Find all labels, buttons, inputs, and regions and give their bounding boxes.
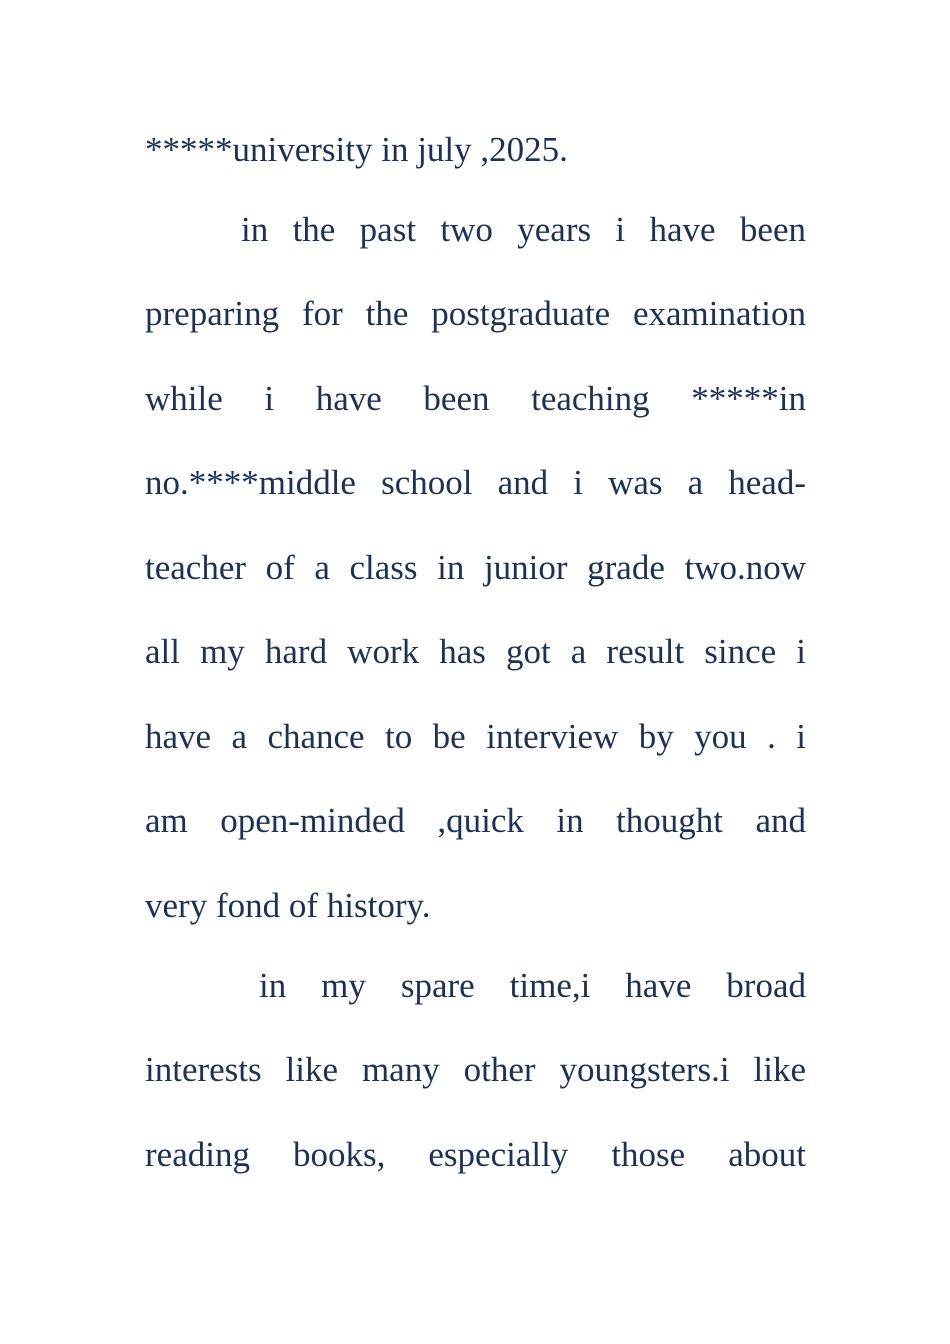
text-line: no.****middle school and i was a head- (145, 463, 806, 502)
text-line: teacher of a class in junior grade two.now (145, 548, 806, 587)
paragraph-first-line: in my spare time,i have broad (259, 966, 806, 1005)
text-line: preparing for the postgraduate examination (145, 294, 806, 333)
text-line: all my hard work has got a result since i (145, 632, 806, 671)
text-line: interests like many other youngsters.i like (145, 1050, 806, 1089)
text-line: while i have been teaching *****in (145, 379, 806, 418)
text-line: very fond of history. (145, 886, 431, 925)
text-line: *****university in july ,2025. (145, 130, 568, 169)
text-line: have a chance to be interview by you . i (145, 717, 806, 756)
text-line: am open-minded ,quick in thought and (145, 801, 806, 840)
paragraph-first-line: in the past two years i have been (241, 210, 806, 249)
text-line: reading books, especially those about (145, 1135, 806, 1174)
